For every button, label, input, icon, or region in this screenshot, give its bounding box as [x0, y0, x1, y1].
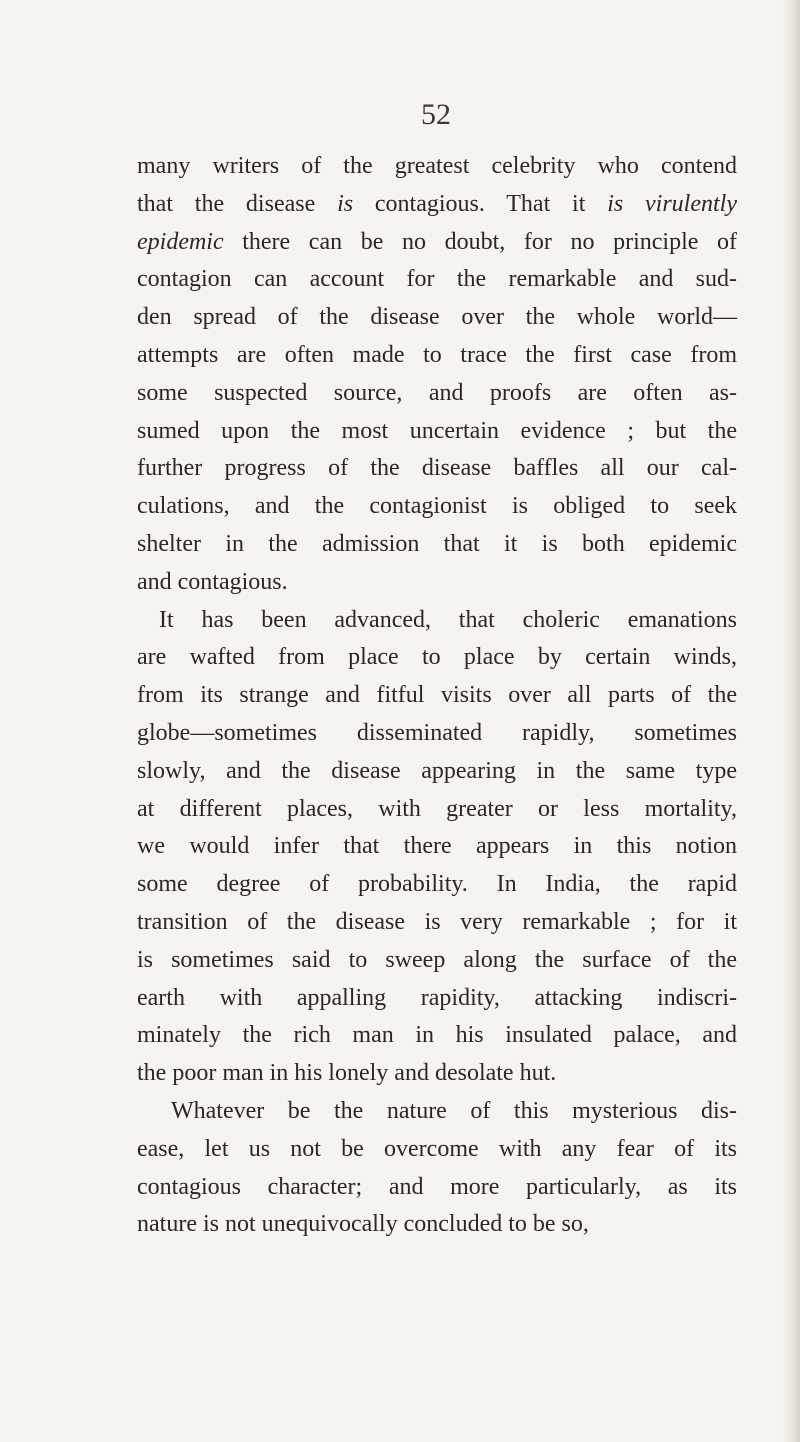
- page-edge-shadow: [782, 0, 800, 1442]
- text-segment: from its strange and fitful visits over all parts of the: [137, 682, 737, 709]
- text-line: [137, 904, 737, 942]
- text-line: [137, 715, 737, 753]
- text-segment: the poor man in his lonely and desolate hut.: [137, 1060, 557, 1087]
- text-line: [137, 828, 737, 866]
- text-line: [137, 526, 737, 564]
- text-line: [137, 186, 737, 224]
- text-line: [137, 450, 737, 488]
- text-segment: It has been advanced, that choleric emanations: [159, 606, 737, 633]
- text-segment: earth with appalling rapidity, attacking indiscri-: [137, 984, 737, 1011]
- text-segment: and contagious.: [137, 568, 288, 595]
- text-segment: further progress of the disease baffles all our cal-: [137, 455, 737, 482]
- text-line: [137, 1131, 737, 1169]
- text-line: [137, 942, 737, 980]
- text-segment: attempts are often made to trace the first case from: [137, 341, 737, 368]
- text-line: [137, 980, 737, 1018]
- italic-text: is: [337, 190, 354, 217]
- text-line: [137, 148, 737, 186]
- text-segment: transition of the disease is very remarkable ; for it: [137, 908, 737, 935]
- text-line: [137, 1017, 737, 1055]
- text-segment: we would infer that there appears in this notion: [137, 833, 737, 860]
- text-segment: den spread of the disease over the whole world—: [137, 304, 737, 331]
- text-segment: contagious character; and more particularly, as its: [137, 1173, 737, 1200]
- text-line: [137, 488, 737, 526]
- text-line: [137, 224, 737, 262]
- text-segment: ease, let us not be overcome with any fear of its: [137, 1135, 737, 1162]
- text-line: [137, 1055, 737, 1093]
- text-segment: contagious. That it: [353, 190, 608, 217]
- text-line: [137, 677, 737, 715]
- page-number: 52: [421, 98, 451, 131]
- text-segment: contagion can account for the remarkable and sud-: [137, 266, 737, 293]
- text-line: [137, 564, 737, 602]
- text-segment: are wafted from place to place by certain winds,: [137, 644, 737, 671]
- text-line: [137, 1169, 737, 1207]
- text-segment: Whatever be the nature of this mysterious dis-: [171, 1097, 737, 1124]
- text-line: [137, 602, 737, 640]
- text-segment: globe—sometimes disseminated rapidly, sometimes: [137, 719, 737, 746]
- text-segment: nature is not unequivocally concluded to be so,: [137, 1211, 589, 1238]
- text-line: [137, 866, 737, 904]
- text-segment: is sometimes said to sweep along the surface of the: [137, 946, 737, 973]
- text-line: [137, 375, 737, 413]
- text-line: [137, 753, 737, 791]
- text-segment: that the disease: [137, 190, 338, 217]
- text-line: [137, 1093, 737, 1131]
- text-line: [137, 299, 737, 337]
- italic-text: epidemic: [137, 228, 224, 255]
- text-line: [137, 337, 737, 375]
- text-line: [137, 791, 737, 829]
- text-segment: some suspected source, and proofs are often as-: [137, 379, 737, 406]
- text-segment: at different places, with greater or less mortality,: [137, 795, 737, 822]
- body-text: [137, 148, 737, 1244]
- text-segment: some degree of probability. In India, the rapid: [137, 871, 737, 898]
- text-segment: slowly, and the disease appearing in the same type: [137, 757, 737, 784]
- text-line: [137, 261, 737, 299]
- text-segment: there can be no doubt, for no principle of: [223, 228, 737, 255]
- italic-text: is virulently: [607, 190, 737, 217]
- text-segment: shelter in the admission that it is both epidemic: [137, 530, 737, 557]
- text-line: [137, 413, 737, 451]
- text-line: [137, 639, 737, 677]
- text-segment: minately the rich man in his insulated palace, and: [137, 1022, 737, 1049]
- text-segment: many writers of the greatest celebrity who contend: [137, 153, 737, 179]
- text-segment: culations, and the contagionist is obliged to seek: [137, 493, 737, 520]
- text-segment: sumed upon the most uncertain evidence ; but the: [137, 417, 737, 444]
- text-line: [137, 1206, 737, 1244]
